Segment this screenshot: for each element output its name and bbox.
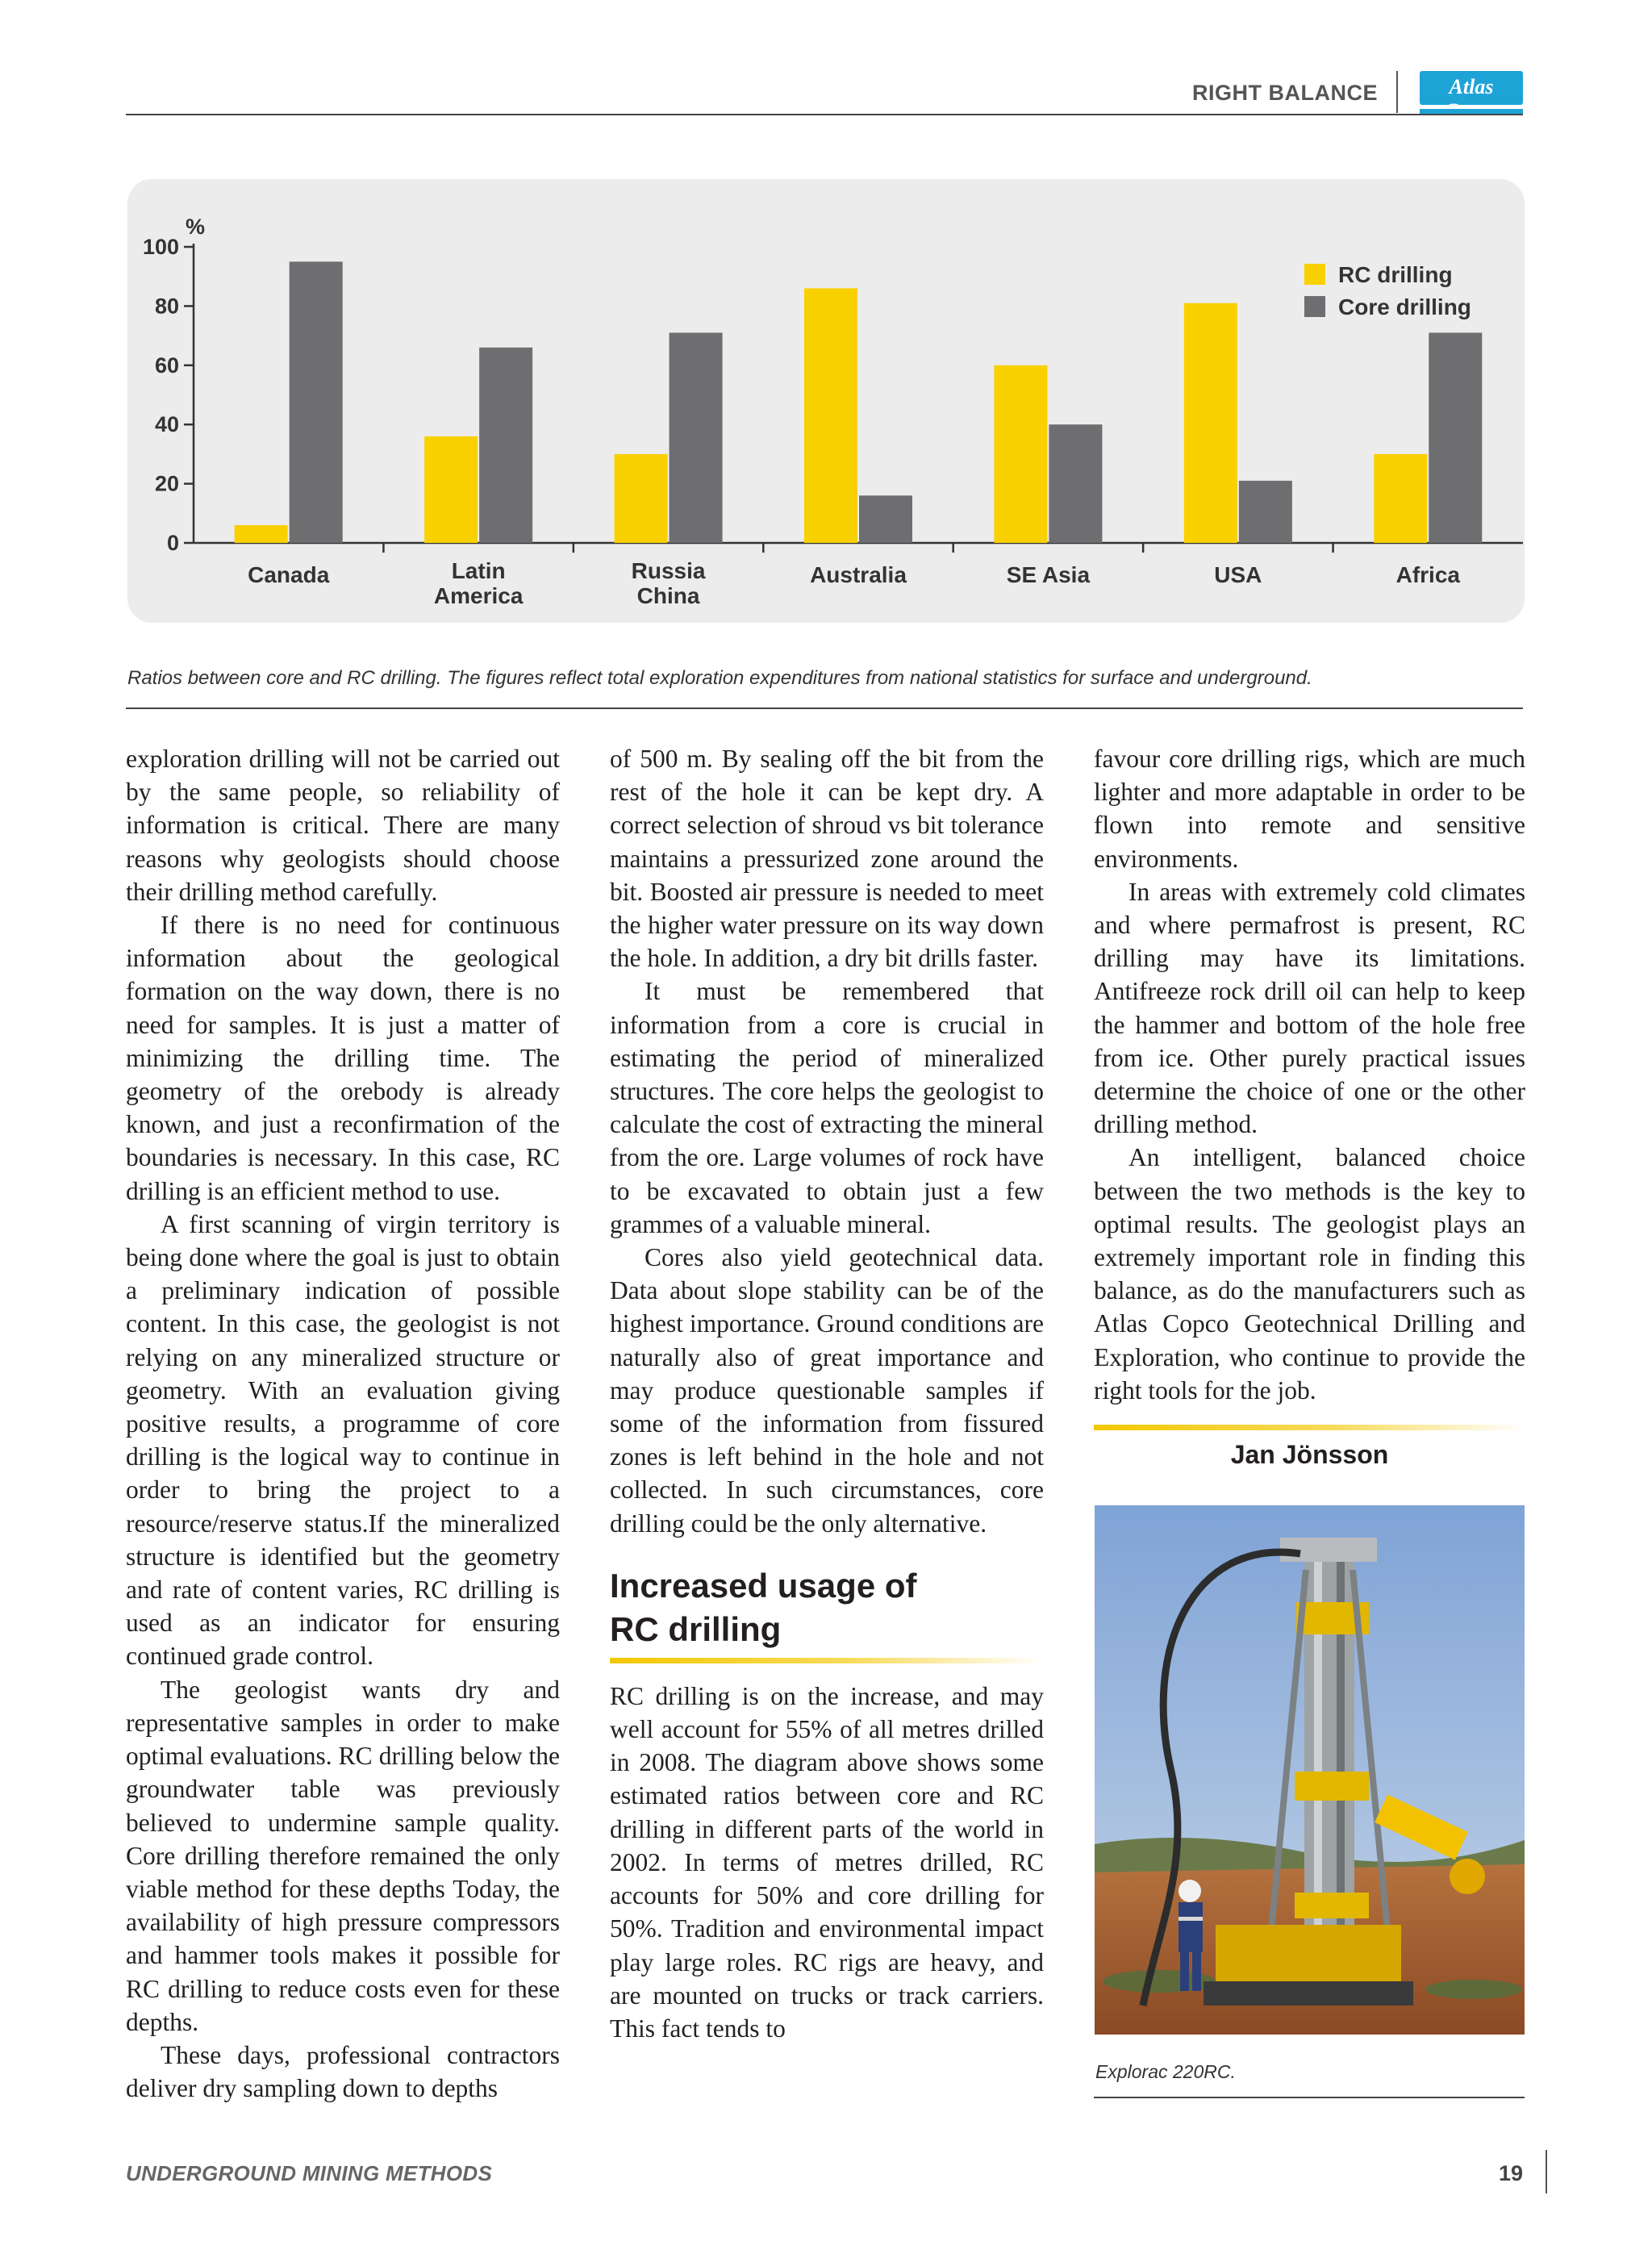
bar-rc-drilling xyxy=(804,288,857,543)
paragraph: If there is no need for continuous information about the geological formation on the way down, there is no need for samples. It is just a matter of minimizing the drilling time. The geometry of the orebody is already known, and just a reconfirmation of the boundaries is necessary. In this case, RC drilling is an efficient method to use. xyxy=(126,911,560,1205)
paragraph: favour core drilling rigs, which are much lighter and more adaptable in order to be flown into remote and sensitive environments. xyxy=(1094,745,1525,873)
x-tick-label: Latin xyxy=(451,558,506,583)
bar-rc-drilling xyxy=(1374,454,1427,543)
y-tick-label: 80 xyxy=(154,294,179,319)
bar-core-drilling xyxy=(290,261,343,543)
footer-title: UNDERGROUND MINING METHODS xyxy=(126,2161,493,2185)
bar-rc-drilling xyxy=(994,365,1047,543)
paragraph: exploration drilling will not be carried out by the same people, so reliability of information is critical. There are many reasons why geologists should choose their drilling method carefully. xyxy=(126,745,560,906)
drill-rig-photo xyxy=(1095,1505,1525,2035)
y-tick-label: 100 xyxy=(142,235,179,259)
y-tick-label: 60 xyxy=(154,353,179,378)
legend-label: RC drilling xyxy=(1338,262,1453,287)
section-label: RIGHT BALANCE xyxy=(1192,81,1378,105)
x-tick-label: Africa xyxy=(1395,562,1460,587)
legend-swatch xyxy=(1304,296,1325,317)
subheading xyxy=(610,1564,1044,1651)
paragraph: RC drilling is on the increase, and may well account for 55% of all metres drilled in 2008. The diagram above shows some estimated ratios between core and RC drilling in different parts of the world in 2002. In terms of metres drilled, RC accounts for 50% and core drilling for 50%. Tradition and environmental impact play large roles. RC rigs are heavy, and are mounted on trucks or track carriers. This fact tends to xyxy=(610,1681,1044,2043)
paragraph: These days, professional contractors deliver dry sampling down to depths xyxy=(126,2040,560,2103)
subheading-rule xyxy=(610,1658,1044,1663)
bar-core-drilling xyxy=(670,332,723,543)
paragraph: The geologist wants dry and representative samples in order to make optimal evaluations. RC drilling below the groundwater table was previously believed to undermine sample quality. Core drilling therefore remained the only viable method for these depths Today, the availability of high pressure compressors and hammer tools makes it possible for RC drilling to reduce costs even for these depths. xyxy=(126,1675,560,2036)
x-tick-label: America xyxy=(433,583,524,608)
page-number-divider xyxy=(1546,2150,1547,2193)
paragraph: An intelligent, balanced choice between the two methods is the key to optimal results. The geologist plays an extremely important role in finding this balance, as do the manufacturers such as Atlas Copco Geotechnical Drilling and Exploration, who continue to provide the right tools for the job. xyxy=(1094,1143,1525,1404)
x-tick-label: Canada xyxy=(248,562,330,587)
subheading-line-2: RC drilling xyxy=(610,1609,782,1648)
text-column-2 xyxy=(610,742,1044,2045)
bar-core-drilling xyxy=(479,348,532,543)
y-tick-label: 20 xyxy=(154,471,179,496)
legend-swatch xyxy=(1304,264,1325,285)
bar-rc-drilling xyxy=(1184,303,1237,543)
text-column-1 xyxy=(126,742,560,2105)
y-axis-label: % xyxy=(186,215,206,239)
bar-core-drilling xyxy=(1049,424,1102,543)
signature-rule xyxy=(1094,1425,1525,1430)
paragraph: In areas with extremely cold climates and where permafrost is present, RC drilling may have its limitations. Antifreeze rock drill oil can help to keep the hammer and bottom of the hole free from ice. Other purely practical issues determine the choice of one or the other drilling method. xyxy=(1094,877,1525,1139)
photo-caption: Explorac 220RC. xyxy=(1095,2061,1236,2082)
paragraph: Cores also yield geotechnical data. Data about slope stability can be of the highest importance. Ground conditions are naturally also of great importance and may produce questionable samples if some of the information from fissured zones is left behind in the hole and not collected. In such circumstances, core drilling could be the only alternative. xyxy=(610,1243,1044,1538)
text-column-3 xyxy=(1094,742,1525,1471)
bar-rc-drilling xyxy=(235,525,288,543)
bar-rc-drilling xyxy=(424,436,478,543)
y-tick-label: 0 xyxy=(166,531,179,555)
legend-label: Core drilling xyxy=(1338,294,1471,319)
x-tick-label: SE Asia xyxy=(1006,562,1091,587)
bar-core-drilling xyxy=(859,495,912,543)
chart-caption: Ratios between core and RC drilling. The figures reflect total exploration expenditures from national statistics for surface and underground. xyxy=(127,667,1312,689)
bar-chart xyxy=(0,0,1652,645)
x-tick-label: China xyxy=(636,583,700,608)
bar-rc-drilling xyxy=(615,454,668,543)
paragraph: A first scanning of virgin territory is being done where the goal is just to obtain a preliminary indication of possible content. In this case, the geologist is not relying on any mineralized structure or geometry. With an evaluation giving positive results, a programme of core drilling is the logical way to continue in order to bring the project to a resource/reserve status.If the mineralized structure is identified but the geometry and rate of content varies, RC drilling is used as an indicator for ensuring continued grade control. xyxy=(126,1209,560,1671)
bar-core-drilling xyxy=(1239,481,1292,543)
bar-core-drilling xyxy=(1429,332,1482,543)
author-name: Jan Jönsson xyxy=(1230,1440,1389,1470)
x-tick-label: Australia xyxy=(810,562,907,587)
paragraph: of 500 m. By sealing off the bit from the rest of the hole it can be kept dry. A correct selection of shroud vs bit tolerance maintains a pressurized zone around the bit. Boosted air pressure is needed to meet the higher water pressure on its way down the hole. In addition, a dry bit drills faster. xyxy=(610,745,1044,973)
paragraph: It must be remembered that information from a core is crucial in estimating the period of mineralized structures. The core helps the geologist to calculate the cost of extracting the mineral from the ore. Large volumes of rock have to be excavated to obtain just a few grammes of a valuable mineral. xyxy=(610,977,1044,1238)
caption-rule xyxy=(126,707,1523,709)
page-number: 19 xyxy=(1499,2161,1524,2185)
photo-rule xyxy=(1094,2097,1525,2098)
x-tick-label: USA xyxy=(1214,562,1262,587)
subheading-line-1: Increased usage of xyxy=(610,1566,917,1605)
x-tick-label: Russia xyxy=(631,558,706,583)
logo-text: Atlas xyxy=(1449,75,1494,98)
y-tick-label: 40 xyxy=(154,412,179,437)
